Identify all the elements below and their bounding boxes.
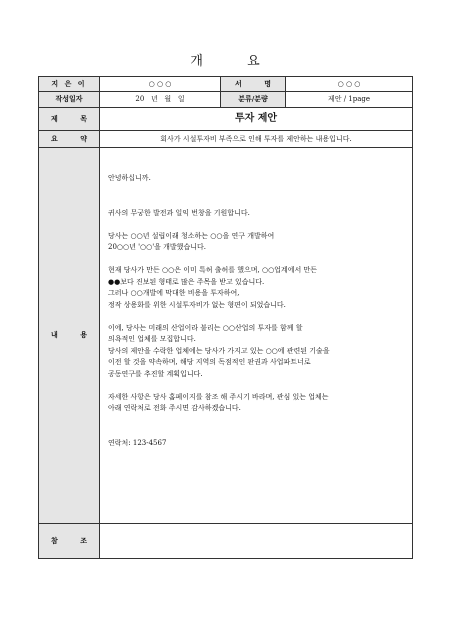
category-label: 분류/분량 [221,92,286,108]
subject-value[interactable]: 투자 제안 [100,108,413,131]
summary-form-table [38,76,413,559]
paragraph-3-line-1: 이에, 당사는 미래의 산업이라 불리는 ○○산업의 투자를 함께 할 [108,323,303,332]
paragraph-2-line-1: 현재 당사가 만든 ○○은 이미 특허 출허를 했으며, ○○업계에서 만든 [108,266,317,274]
summary-label: 요 약 [39,131,100,148]
summary-row [39,131,413,148]
category-value[interactable]: 제안 / 1page [286,92,413,108]
date-label: 작성일자 [39,92,100,108]
paragraph-3-line-4: 이전 할 것을 약속하며, 해당 지역의 독점적인 판권과 사업파트너로 [108,358,311,366]
summary-value[interactable]: 회사가 시설투자비 부족으로 인해 투자를 제안하는 내용입니다. [100,131,413,148]
paragraph-3-line-2: 의욕적인 업체를 모집합니다. [108,335,196,343]
paragraph-1-line-1: 당사는 ○○년 설립이래 청소하는 ○○을 연구 개발하여 [108,231,275,240]
subject-row [39,108,413,131]
greeting-line: 안녕하십니까. [108,174,151,182]
author-value[interactable]: ○ ○ ○ [100,77,221,92]
signature-label: 서 명 [221,77,286,92]
contact-line: 연락처: 123-4567 [108,438,167,447]
paragraph-3-line-5: 공동연구를 추진할 계획입니다. [108,369,203,378]
wish-line: 귀사의 무궁한 발전과 일익 번창을 기원합니다. [108,208,250,217]
paragraph-4-line-1: 자세한 사항은 당사 홈페이지를 참조 해 주시기 바라며, 관심 있는 업체는 [108,392,329,401]
paragraph-4-line-2: 아래 연락처로 전화 주시면 감사하겠습니다. [108,404,241,412]
author-label: 지 은 이 [39,77,100,92]
content-body[interactable] [100,148,413,524]
document-title: 개 요 [190,54,280,69]
signature-value[interactable]: ○ ○ ○ [286,77,413,92]
reference-value[interactable] [100,524,413,559]
reference-label: 참 조 [39,524,100,559]
content-label: 내 용 [39,148,100,524]
reference-row [39,524,413,559]
paragraph-1-line-2: 20○○년 '○○'을 개발했습니다. [108,243,206,251]
paragraph-2-line-3: 그러나 ○○개발에 막대한 비용을 투자하여, [108,289,240,297]
paragraph-2-line-4: 정작 상용화를 위한 시설투자비가 없는 형편이 되었습니다. [108,300,286,309]
paragraph-2-line-2: ●●보다 진보된 형태로 많은 주목을 받고 있습니다. [108,277,265,286]
paragraph-3-line-3: 당사의 제안을 수락한 업체에는 당사가 가지고 있는 ○○에 관련된 기술을 [108,346,330,355]
author-row [39,77,413,92]
date-value[interactable]: 20 년 월 일 [100,92,221,108]
date-row [39,92,413,108]
subject-label: 제 목 [39,108,100,131]
content-row [39,148,413,524]
